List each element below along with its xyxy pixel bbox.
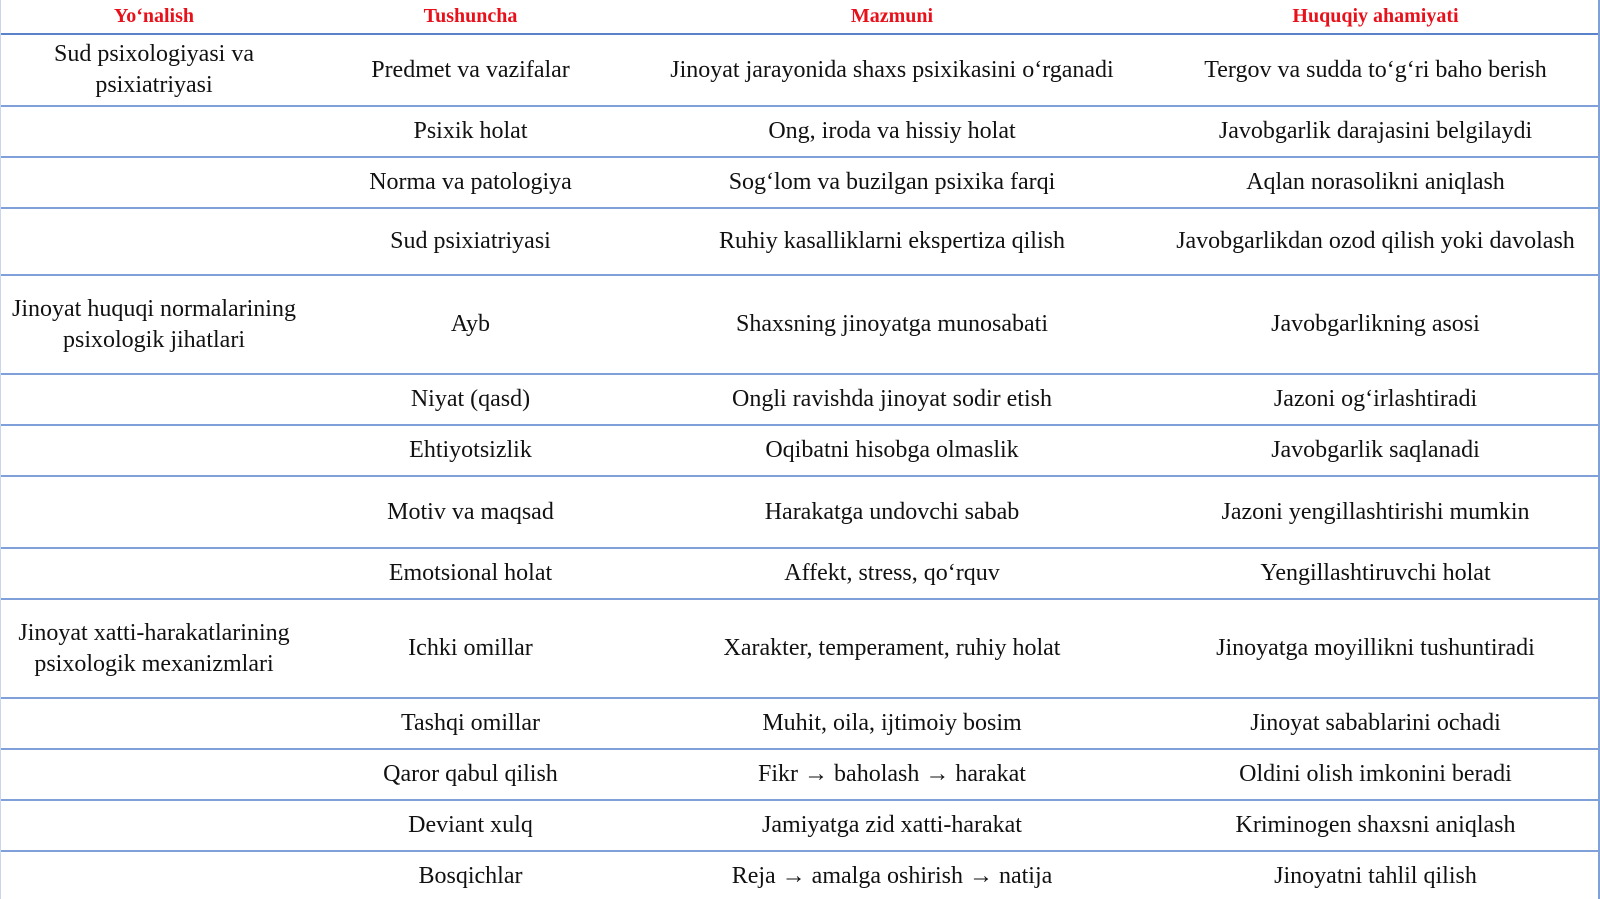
cell-content: Ong, iroda va hissiy holat bbox=[633, 106, 1151, 157]
cell-content: Fikr → baholash → harakat bbox=[633, 749, 1151, 800]
cell-concept: Ayb bbox=[308, 275, 633, 374]
cell-direction bbox=[0, 749, 308, 800]
cell-direction bbox=[0, 800, 308, 851]
table-row bbox=[0, 476, 1600, 548]
cell-legal-significance: Jinoyatni tahlil qilish bbox=[1151, 851, 1600, 899]
header-row bbox=[0, 0, 1600, 34]
cell-direction: Jinoyat huquqi normalarining psixologik jihatlari bbox=[0, 275, 308, 374]
table-row bbox=[0, 34, 1600, 106]
cell-direction bbox=[0, 476, 308, 548]
cell-content: Muhit, oila, ijtimoiy bosim bbox=[633, 698, 1151, 749]
cell-legal-significance: Javobgarlik darajasini belgilaydi bbox=[1151, 106, 1600, 157]
cell-concept: Emotsional holat bbox=[308, 548, 633, 599]
cell-direction: Jinoyat xatti-harakatlarining psixologik mexanizmlari bbox=[0, 599, 308, 698]
cell-direction bbox=[0, 851, 308, 899]
table-row bbox=[0, 599, 1600, 698]
cell-direction bbox=[0, 425, 308, 476]
cell-legal-significance: Oldini olish imkonini beradi bbox=[1151, 749, 1600, 800]
cell-concept: Motiv va maqsad bbox=[308, 476, 633, 548]
cell-content: Ruhiy kasalliklarni ekspertiza qilish bbox=[633, 208, 1151, 275]
table-row bbox=[0, 698, 1600, 749]
cell-content: Affekt, stress, qo‘rquv bbox=[633, 548, 1151, 599]
cell-content: Harakatga undovchi sabab bbox=[633, 476, 1151, 548]
cell-legal-significance: Tergov va sudda to‘g‘ri baho berish bbox=[1151, 34, 1600, 106]
cell-content: Jinoyat jarayonida shaxs psixikasini o‘rganadi bbox=[633, 34, 1151, 106]
cell-concept: Niyat (qasd) bbox=[308, 374, 633, 425]
cell-content: Xarakter, temperament, ruhiy holat bbox=[633, 599, 1151, 698]
cell-content: Shaxsning jinoyatga munosabati bbox=[633, 275, 1151, 374]
header-direction: Yo‘nalish bbox=[0, 0, 308, 34]
cell-content: Sog‘lom va buzilgan psixika farqi bbox=[633, 157, 1151, 208]
header-legal-significance: Huquqiy ahamiyati bbox=[1151, 0, 1600, 34]
cell-legal-significance: Aqlan norasolikni aniqlash bbox=[1151, 157, 1600, 208]
table-body bbox=[0, 34, 1600, 899]
cell-content: Ongli ravishda jinoyat sodir etish bbox=[633, 374, 1151, 425]
cell-concept: Bosqichlar bbox=[308, 851, 633, 899]
cell-content: Jamiyatga zid xatti-harakat bbox=[633, 800, 1151, 851]
cell-legal-significance: Jinoyatga moyillikni tushuntiradi bbox=[1151, 599, 1600, 698]
cell-concept: Ichki omillar bbox=[308, 599, 633, 698]
cell-concept: Sud psixiatriyasi bbox=[308, 208, 633, 275]
table-row bbox=[0, 157, 1600, 208]
table-row bbox=[0, 749, 1600, 800]
header-content: Mazmuni bbox=[633, 0, 1151, 34]
cell-concept: Psixik holat bbox=[308, 106, 633, 157]
table-row bbox=[0, 425, 1600, 476]
cell-content: Oqibatni hisobga olmaslik bbox=[633, 425, 1151, 476]
table-row bbox=[0, 374, 1600, 425]
cell-direction bbox=[0, 548, 308, 599]
cell-direction bbox=[0, 698, 308, 749]
cell-concept: Norma va patologiya bbox=[308, 157, 633, 208]
cell-concept: Qaror qabul qilish bbox=[308, 749, 633, 800]
header-concept: Tushuncha bbox=[308, 0, 633, 34]
cell-legal-significance: Jazoni yengillashtirishi mumkin bbox=[1151, 476, 1600, 548]
table-row bbox=[0, 106, 1600, 157]
cell-direction bbox=[0, 106, 308, 157]
cell-legal-significance: Kriminogen shaxsni aniqlash bbox=[1151, 800, 1600, 851]
cell-content: Reja → amalga oshirish → natija bbox=[633, 851, 1151, 899]
table-row bbox=[0, 548, 1600, 599]
table-row bbox=[0, 851, 1600, 899]
cell-concept: Ehtiyotsizlik bbox=[308, 425, 633, 476]
table-left-border bbox=[0, 0, 1, 899]
cell-legal-significance: Javobgarlik saqlanadi bbox=[1151, 425, 1600, 476]
cell-direction bbox=[0, 208, 308, 275]
cell-legal-significance: Yengillashtiruvchi holat bbox=[1151, 548, 1600, 599]
cell-concept: Deviant xulq bbox=[308, 800, 633, 851]
cell-direction bbox=[0, 374, 308, 425]
table-row bbox=[0, 800, 1600, 851]
cell-concept: Predmet va vazifalar bbox=[308, 34, 633, 106]
cell-legal-significance: Jazoni og‘irlashtiradi bbox=[1151, 374, 1600, 425]
cell-legal-significance: Javobgarlikning asosi bbox=[1151, 275, 1600, 374]
table-row bbox=[0, 208, 1600, 275]
cell-direction bbox=[0, 157, 308, 208]
table-header bbox=[0, 0, 1600, 34]
cell-legal-significance: Javobgarlikdan ozod qilish yoki davolash bbox=[1151, 208, 1600, 275]
table-row bbox=[0, 275, 1600, 374]
cell-concept: Tashqi omillar bbox=[308, 698, 633, 749]
cell-legal-significance: Jinoyat sabablarini ochadi bbox=[1151, 698, 1600, 749]
cell-direction: Sud psixologiyasi va psixiatriyasi bbox=[0, 34, 308, 106]
